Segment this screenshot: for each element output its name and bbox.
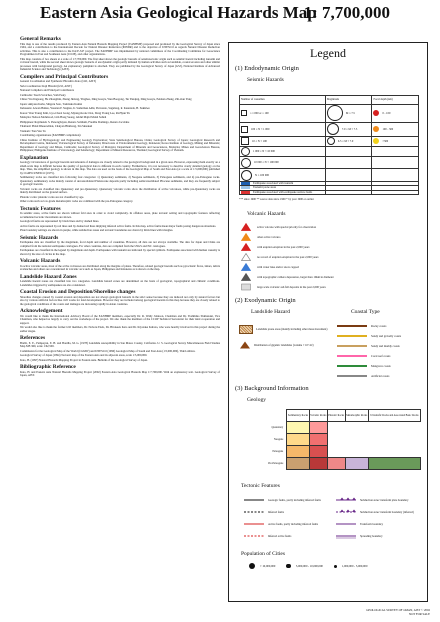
coastal-line-swatch xyxy=(337,355,367,357)
seismic-table-cell xyxy=(372,157,419,169)
section-heading: Tectonic Features xyxy=(20,205,61,212)
geology-swatch-cell xyxy=(309,422,327,434)
tectonic-item-label: Transform boundary xyxy=(360,522,383,526)
geology-swatch-cell xyxy=(368,434,420,446)
volcanic-item-label: other active volcano xyxy=(257,235,281,239)
landslide-heading: Landslide Hazard xyxy=(251,309,290,315)
seismic-table-cell xyxy=(372,146,419,157)
tectonic-line-symbol xyxy=(243,521,265,527)
tectonic-item xyxy=(243,533,331,539)
explanatory-text-column xyxy=(20,34,220,606)
section-paragraph: This map consists of two sheets at a scale of 1:7,700,000. The first sheet shows the geologic hazards of seismotectonic origin such as seismic hazard including tsunami and volcanic hazard, while the second sheet shows geologic hazards of exodynamic origin partly initiated by human activities such as landslide, coastal erosion and other similar processes with background geology. An explanatory pamphlet is attached. They are published by the Geological Survey of Japan (GSJ), National Institute of Advanced Industrial Science and Technology (AIST). xyxy=(20,56,220,71)
geology-row xyxy=(249,422,421,434)
seismic-cell-text: 6.5 ≤ M < 7.0 xyxy=(337,139,354,143)
geology-header-cell xyxy=(249,410,287,422)
gigantic-landslide-symbol xyxy=(239,341,251,349)
geology-swatch-cell xyxy=(345,458,368,470)
tectonic-heading: Tectonic Features xyxy=(241,483,280,489)
coastal-line-swatch xyxy=(337,365,367,367)
seismic-table-cell xyxy=(325,146,372,157)
section-paragraph: Earthquake data are classified by the magnitude, focal depth and number of casualties. However, all data are not always available. The data for Japan and China are compiled from the national earthquake catalogues. For other countries, data are compiled from the USGS and ISC catalogues. xyxy=(20,240,220,248)
geology-swatch-cell xyxy=(368,446,420,458)
section-paragraph: Landslide hazard zones are classified into two categories. Landslide hazard zones are determined on the basis of geological, topographical and climatic conditions. Landslides triggered by earthquakes are also considered. xyxy=(20,279,220,287)
tectonic-line-symbol xyxy=(335,509,357,515)
seismic-table-cell xyxy=(372,136,419,146)
seismic-cell-text: 10 000 ≤ N < 100 000 xyxy=(254,161,279,165)
tectonic-item-label: Subduction zone/ transform plate boundary xyxy=(360,498,409,502)
section-heading: References xyxy=(20,335,46,341)
coastal-item-label: Mangrove coasts xyxy=(371,363,391,368)
volcanic-item-label: active volcano with special priority for observation xyxy=(257,225,317,229)
volcano-icon xyxy=(241,253,251,261)
casualty-symbol xyxy=(241,170,252,181)
seismic-table-row xyxy=(240,146,419,157)
section-paragraph: We would like to thank the International Advisory Board of the EANHMP members, especially Dr. R. Wally Johnson, Chairman and Dr. Yoshihiko Shimazaki, Vice Chairman, who helped us largely to carry out the workshops of the project. We also thank the members of the CCOP Technical Secretariat for their kind cooperation and support. xyxy=(20,313,220,325)
seismic-cell-text: >300 xyxy=(382,139,389,143)
tectonic-line-symbol xyxy=(243,497,265,503)
volcanic-item xyxy=(241,273,421,281)
geology-swatch-cell xyxy=(345,422,368,434)
volcanic-item xyxy=(241,243,421,251)
coastal-heading: Coastal Type xyxy=(351,309,380,315)
volcanic-item-label: no record of eruption eruption in the past 2,000 years xyxy=(257,255,319,259)
geology-age-label: Paleogene xyxy=(272,450,284,453)
geology-swatch-cell xyxy=(327,422,345,434)
seismic-table-cell xyxy=(240,169,326,182)
coastal-item-label: Sandy and muddy coasts xyxy=(371,343,400,348)
geology-header-cell: Metamorphic Rocks xyxy=(345,410,368,422)
volcanic-heading: Volcanic Hazards xyxy=(247,211,286,217)
seismic-header-casualties: Number of casualties xyxy=(240,96,326,105)
geology-swatch-cell xyxy=(309,458,327,470)
volcanic-item xyxy=(241,233,421,241)
seismic-cell-text: 1 000 ≤ N < 10 000 xyxy=(253,149,275,153)
map-title-bar xyxy=(0,3,440,27)
tectonic-item-label: Inferred active faults xyxy=(268,534,292,538)
tectonic-line-symbol xyxy=(243,533,265,539)
magnitude-symbol xyxy=(327,137,335,145)
section-paragraph: Sub-Coordination: Kaji Hiroshi (GSJ, AIST) xyxy=(20,83,72,88)
volcanic-item-label: large scale volcanic ash fall deposits in the past 2,000 years xyxy=(257,285,326,289)
seismic-table-cell xyxy=(240,104,326,122)
coastal-item-label: Coral reef coasts xyxy=(371,353,391,358)
seismic-cell-text: Earthquake associated with earthquake surface faults xyxy=(253,190,313,194)
section-paragraph: China: Wu Jingsong, He Zhongmin, Zhang Jinlong, Yinghao, Ding Guoyu, Wen Baogong, Tie Yanqing, Ding Guoyu, Peishan Zhang, Zhi-xian Yang xyxy=(20,97,192,101)
map-title: Eastern Asia Geological Hazards Map xyxy=(40,3,317,22)
volcanic-item-label: with eruption eruption in the past 2,000 years xyxy=(257,245,310,249)
section-heading: Seismic Hazards xyxy=(20,234,59,241)
volcanic-item-label: with topographic caldera depression, larger than 10km in diameter xyxy=(257,275,334,279)
publisher-line: GEOLOGICAL SURVEY OF JAPAN, AIST © 2002 xyxy=(366,608,430,612)
coastal-item xyxy=(337,331,427,340)
landslide-prone-label: Landslide prone areas (mainly including other mass movement) xyxy=(256,328,328,331)
tectonic-item xyxy=(335,497,423,503)
seismic-cell-text: 0 - 100 xyxy=(382,111,391,115)
seismic-table-row xyxy=(240,190,419,194)
geology-swatch-cell xyxy=(327,434,345,446)
background-heading: (3) Background Information xyxy=(235,385,309,392)
pop-large-label: > 10,000,000 xyxy=(260,564,276,568)
casualty-symbol xyxy=(241,147,250,156)
seismic-table-cell xyxy=(240,190,326,194)
tectonic-item xyxy=(335,521,423,527)
seismic-table-row xyxy=(240,122,419,136)
section-paragraph: Shoreline changes caused by coastal erosion and deposition are not always geological hazards in the strict sense because they are induced not only by natural factors but also by various artificial factors like civil works for land development. However they are included among geological hazards in this map because they are closely related to the geological conditions of the coasts and damages are increasing rapidly in Asian countries. xyxy=(20,294,220,306)
seismic-table-cell xyxy=(372,122,419,136)
section-paragraph: We would also like to thank the former GSJ members, Dr. Noboru Endo, Dr. Hirokazu Kato and Dr. Kiyotaka Kubota, who were heavily involved in this project during the earlier stages. xyxy=(20,325,220,333)
volcano-icon xyxy=(241,263,251,271)
coastal-item xyxy=(337,321,427,330)
section-paragraph: Kato, H. (1997) Natural Hazards Mapping Project in Eastern Asia. Bulletin of the Geological Survey of Japan. xyxy=(20,357,148,362)
seismic-hazards-table xyxy=(239,95,419,195)
pop-small-symbol xyxy=(334,565,337,568)
seismic-table-cell xyxy=(240,146,326,157)
tectonic-item xyxy=(335,509,423,515)
population-items xyxy=(249,563,367,569)
geology-swatch-cell xyxy=(368,458,420,470)
seismic-table-cell xyxy=(325,122,372,136)
section-heading: Landslide Hazard Zones xyxy=(20,273,77,280)
seismic-cell-text: Tsunami prone areas xyxy=(253,186,277,190)
tectonic-line-symbol xyxy=(243,509,265,515)
coastal-item xyxy=(337,361,427,370)
seismic-table-cell xyxy=(240,136,326,146)
publisher-note: NOT FOR SALE xyxy=(409,612,430,616)
section-paragraph: Earthquakes are classified in the legend by magnitude and depth. Earthquakes with tsunami are indicated by special symbols. Earthquake associated with human casualty is shown by the size of circles in the map. xyxy=(20,248,220,256)
section-paragraph: Plutonic rocks: plutonic rocks are not classified by age. xyxy=(20,194,84,199)
pop-medium-label: 5,000,000 - 10,000,000 xyxy=(295,564,323,568)
section-paragraph: National Compilers and Principal Contributors xyxy=(20,88,75,92)
magnitude-symbol xyxy=(327,123,339,135)
seismic-cell-text: 100 - 300 xyxy=(382,127,394,131)
casualty-symbol xyxy=(241,186,250,189)
section-paragraph: Malaysia: Nelson Mohmood, Lim Hong Seong, Abdul Majid Mohd Salleh xyxy=(20,115,107,119)
geology-table xyxy=(249,409,421,470)
section-heading: Compilers and Principal Contributors xyxy=(20,73,109,80)
coastal-line-swatch xyxy=(337,325,367,327)
pop-small-label: 1,000,000 - 5,000,000 xyxy=(341,564,368,568)
geology-row xyxy=(249,446,421,458)
casualty-symbol xyxy=(241,158,251,168)
pop-large-symbol xyxy=(249,563,255,569)
geology-row xyxy=(249,434,421,446)
geology-swatch-cell xyxy=(309,434,327,446)
tectonic-item-label: Active faults, partly including inferred faults xyxy=(268,522,319,526)
section-paragraph: Indonesia: Arwan Buhan, Yonatan P. Siagian, Ir. Sudarman Adhi, Purwanto, Sugalang, Ir. Kusniada, H. Sukkiwe xyxy=(20,106,150,110)
tectonic-item xyxy=(335,533,423,539)
section-paragraph: Active faults are represented by red lines and by dashed red lines implying inferred active faults. In this map, active faults mean major faults posing dangerous situations. xyxy=(20,223,217,228)
geology-header-cell: Volcanic Rocks xyxy=(309,410,327,422)
volcanic-item xyxy=(241,283,421,291)
section-paragraph: Kato, H. and Eastern Asia Natural Hazards Mapping Project (2002) Eastern Asia Geological Hazards Map 1:7,700,000. With an explanatory text. Geological Survey of Japan, AIST. xyxy=(20,369,220,377)
gigantic-landslide-label: Distribution of gigantic landslides (volume > 10⁷ m³) xyxy=(254,343,314,347)
volcanic-item xyxy=(241,263,421,271)
section-paragraph: Geological faults are represented by black lines and by dashed lines. xyxy=(20,219,100,223)
section-paragraph: In active volcanic areas, most of the active volcanoes are distributed along the margins of plates. Therefore, related geologic hazards such as pyroclastic flows, lahars, debris avalanches and others are concentrated in volcanic arcs such as Japan, Philippines and Indonesia as is shown on the map. xyxy=(20,263,220,271)
casualty-symbol xyxy=(241,191,250,194)
seismic-table-cell xyxy=(325,157,372,169)
section-paragraph: Other rocks such as low-grade metamorphic rocks are combined with the pre-Paleogene category. xyxy=(20,199,134,203)
magnitude-symbol xyxy=(327,105,343,121)
legend-panel xyxy=(228,42,428,602)
section-paragraph: Philippines: Raymundo S. Punongbayan, Renato Solidum, Freddie Domingo, Renato Jacobine xyxy=(20,119,130,124)
coastal-item-label: Artificial coasts xyxy=(371,373,390,378)
geology-swatch-cell xyxy=(327,458,345,470)
seismic-table-cell xyxy=(325,190,372,194)
section-paragraph: Contributing organizations (EANHMP compilation): xyxy=(20,133,82,137)
section-paragraph: Brabb, E. E., Pampeyan, E. H. and Bonilla, M. G. (1978) Landslide susceptibility in San Mateo County, California. U. S. Geological Survey Miscellaneous Field Studies Map MF-360, scale 1:62,500. xyxy=(20,340,220,348)
seismic-table-cell xyxy=(372,104,419,122)
volcano-icon xyxy=(241,243,251,251)
section-paragraph: Geological Survey of Japan (1994) Tectonic map of the Eastern Asia and its adjacent areas, scale 1:5,000,000. xyxy=(20,353,148,357)
geology-swatch-cell xyxy=(287,458,309,470)
section-paragraph: Plate boundary settings are shown in purple, while subduction zones and tectonic boundaries are drawn by thick lines with triangles. xyxy=(20,228,174,232)
seismic-cell-text: ≥ 1 000 or ≥ 100 xyxy=(250,111,269,115)
seismic-cell-text: 100 ≤ N < 1 000 xyxy=(251,127,270,131)
geology-age-label: Quaternary xyxy=(271,426,284,429)
exodynamic-heading: (2) Exodynamic Origin xyxy=(235,297,296,304)
tectonic-item-label: Spreading boundary xyxy=(360,534,383,538)
seismic-table-row xyxy=(240,136,419,146)
tectonic-item xyxy=(243,509,331,515)
section-paragraph: Thailand: Phisit Dheeradilok, Chaiyan Hinthong, Sin Sinsakul xyxy=(20,124,93,128)
coastal-line-swatch xyxy=(337,375,367,377)
seismic-cell-text: Earthquake associated with tsunami xyxy=(253,182,294,186)
geology-heading: Geology xyxy=(247,397,266,403)
coastal-item-label: Sandy and gravelly coasts xyxy=(371,333,402,338)
seismic-table-cell xyxy=(325,104,372,122)
geology-header-cell: Plutonic Rocks xyxy=(327,410,345,422)
legend-title: Legend xyxy=(310,46,346,60)
landslide-prone-swatch xyxy=(239,325,253,334)
seismic-table-note: *** since 1900 ** source data since 1900 * by year 1900 or earlier xyxy=(239,198,314,201)
population-heading: Population of Cities xyxy=(241,551,285,557)
coastal-line-swatch xyxy=(337,335,367,337)
seismic-cell-text: 10 ≤ N < 100 xyxy=(252,139,267,143)
coastal-item xyxy=(337,371,427,380)
geology-swatch-cell xyxy=(287,434,309,446)
geology-swatch-cell xyxy=(287,422,309,434)
seismic-cell-text: M ≥ 7.5 xyxy=(345,111,355,115)
section-paragraph: Cambodia: Touch Sovichea, Voth Peaty xyxy=(20,92,66,97)
seismic-table-cell xyxy=(372,169,419,182)
casualty-symbol xyxy=(241,137,249,145)
section-paragraph: Volcanic rocks are classified into Quaternary and pre-Quaternary. Quaternary volcanic rocks show the distribution of active volcanoes, while pre-Quaternary rocks are mainly distributed on the ground surface. xyxy=(20,186,220,194)
casualty-symbol xyxy=(241,126,248,133)
volcano-icon xyxy=(241,283,251,291)
publisher-footer xyxy=(366,608,430,616)
tectonic-item xyxy=(243,521,331,527)
seismic-header-magnitude: Magnitude xyxy=(325,96,372,105)
coastal-line-swatch xyxy=(337,345,367,347)
section-paragraph: In seismic areas, active faults are shown without fold axes in order to avoid complexity. In offshore areas, plate tectonic setting and topographic features reflecting accumulated tectonic movements are shown. xyxy=(20,211,220,219)
geology-swatch-cell xyxy=(327,446,345,458)
volcano-icon xyxy=(241,223,251,231)
volcanic-item-label: with crater lake and/or snow capped xyxy=(257,265,299,269)
section-heading: Coastal Erosion and Deposition/Shoreline changes xyxy=(20,289,136,295)
section-paragraph: Japan: Akiyasu Inaba, Shigeru Sato, Toshitaka Kamai xyxy=(20,101,83,106)
seismic-table-cell xyxy=(240,122,326,136)
section-paragraph: General Coordination and Synthesis: Hiroshiro Kato (GSJ, AIST) xyxy=(20,79,96,83)
depth-color-swatch xyxy=(373,138,379,144)
tectonic-item-label: Inferred faults xyxy=(268,510,284,514)
tectonic-item-label: Subduction zone/ transform boundary (inferred) xyxy=(360,510,414,514)
section-heading: Explanation xyxy=(20,154,49,161)
geology-header-cell: Sedimentary Rocks xyxy=(287,410,309,422)
pop-medium-symbol xyxy=(286,564,291,569)
tectonic-item xyxy=(243,497,331,503)
geology-swatch-cell xyxy=(345,446,368,458)
seismic-cell-text: N ≥ 100 000 xyxy=(255,173,270,177)
volcanic-item xyxy=(241,253,421,261)
volcano-icon xyxy=(241,233,251,241)
gigantic-landslide-item xyxy=(239,341,334,349)
casualty-symbol xyxy=(241,182,250,185)
section-paragraph: Geology: Occurrences of geologic hazards and amounts of damages are closely related to the geological background in a given area. However, expressing them exactly on a small-scale map is difficult because the quality of geological data is different in each country. Furthermore, it is not necessary to describe overly detailed geology on the map. Thus, the simplified geology is shown in this map. The data are used on the basis of the Geological Map of South and East Asia (at a scale of 1:5,000,000) published by CGMW/UNESCO (1975). xyxy=(20,160,220,175)
seismic-table-row xyxy=(240,157,419,169)
section-heading: Volcanic Hazards xyxy=(20,258,61,264)
seismic-table-row xyxy=(240,169,419,182)
seismic-table-cell xyxy=(372,190,419,194)
geology-swatch-cell xyxy=(287,446,309,458)
geology-age-label: Pre-Paleogene xyxy=(268,462,284,465)
geology-swatch-cell xyxy=(368,422,420,434)
coastal-item xyxy=(337,351,427,360)
seismic-table-cell xyxy=(240,157,326,169)
section-paragraph: This map is one of the results produced by Eastern Asia Natural Hazards Mapping Project (EANHMP) proposed and promoted by the Geological Survey of Japan since 1994, and a contribution to the International Decade for Natural Disaster Reduction (IDNDR) and to the objective of UNESCO as regards Natural Disaster Reduction activities. This is also a contribution to the IGCP-347 project. The EANHMP was implemented by national committees of the Coordinating Committee for Geoscience Programmes in East and Southeast Asia (CCOP), and other organizations. xyxy=(20,41,220,56)
casualty-symbol xyxy=(241,110,247,116)
seismic-cell-text: 7.0 ≤ M < 7.5 xyxy=(341,127,358,131)
landslide-prone-item xyxy=(239,325,334,334)
volcanic-item xyxy=(241,223,421,231)
section-heading: Bibliographic Reference xyxy=(20,364,76,370)
coastal-item-label: Rocky coasts xyxy=(371,323,387,328)
section-heading: Acknowledgement xyxy=(20,308,63,314)
section-paragraph: Vietnam: Tran Van Tu xyxy=(20,128,46,133)
seismic-table-cell xyxy=(325,169,372,182)
geology-swatch-cell xyxy=(309,446,327,458)
geology-row xyxy=(249,458,421,470)
tectonic-line-symbol xyxy=(335,533,357,539)
seismic-header-depth: Focal depth (km) xyxy=(372,96,419,105)
section-paragraph: Sedimentary rocks are classified into following four categories: 1) Quaternary sediments, 2) Neogene sediments, 3) Paleogene sediments, and 4) pre-Paleogene rocks. Quaternary sedimentary rocks mainly consist of unconsolidated Pleistocene deposits partly including semiconsolidated Pliocene sediments, and they are frequently subject to geologic hazards. xyxy=(20,175,220,186)
seismic-table-cell xyxy=(325,136,372,146)
geology-header-cell: Ultramafic Rocks and Associated Basic Rocks xyxy=(368,410,420,422)
section-paragraph: China Institute of Hydrogeology and Engineering Geology Exploration; State Seismological Bureau, China; Geological Survey of Japan; Geological Research and Development Centre, Indonesia; Volcanological Survey of Indonesia; Directorate of Environmental Geology, Indonesia; Korea Institute of Geology, Mining and Minerals; Department of Geology and Mines, Cambodia; Geological Survey of Malaysia; Department of Minerals and Geosciences, Malaysia; Mines and Geosciences Bureau, Philippines; Philippine Institute of Volcanology and Seismology; Department of Mineral Resources, Thailand; Geological Survey of Vietnam. xyxy=(20,137,220,152)
endodynamic-heading: (1) Endodynamic Origin xyxy=(235,65,299,72)
coastal-item xyxy=(337,341,427,350)
depth-color-swatch xyxy=(373,110,379,116)
geology-swatch-cell xyxy=(345,434,368,446)
seismic-table-row xyxy=(240,104,419,122)
map-scale: 1: 7,700,000 xyxy=(303,3,390,22)
tectonic-line-symbol xyxy=(335,497,357,503)
volcano-icon xyxy=(241,273,251,281)
section-paragraph: Commission for the Geological Map of the World (CGMW) and UNESCO (1990) Geological Map of South and East Asia (1:5,000,000), Third edition. xyxy=(20,348,196,353)
depth-color-swatch xyxy=(373,126,379,132)
tectonic-line-symbol xyxy=(335,521,357,527)
seismic-heading: Seismic Hazards xyxy=(247,77,284,83)
tectonic-item-label: Geologic faults, partly including inferred faults xyxy=(268,498,321,502)
section-heading: General Remarks xyxy=(20,36,61,42)
section-paragraph: Korea: Won Young Kim, Gyo-Cheol Jeong, Myung-Kook Choi, Dong Young Lee, Ri-Hyun Yu xyxy=(20,110,130,115)
geology-age-label: Neogene xyxy=(274,438,284,441)
